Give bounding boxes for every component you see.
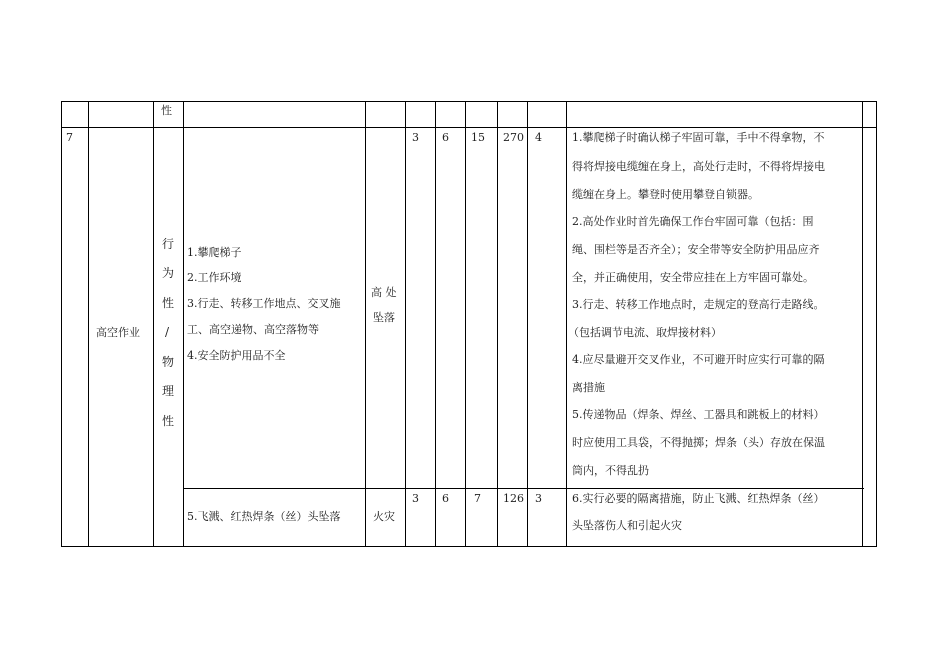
col-rule-0 [61,101,62,547]
measure-line: 4.应尽量避开交叉作业，不可避开时应实行可靠的隔 [572,353,825,366]
category-char: 物 [162,355,175,369]
col-rule-8 [497,101,498,547]
category-char: 性 [162,414,175,428]
measure-line: 全，并正确使用，安全带应挂在上方牢固可靠处。 [572,271,814,284]
table-rule-subrow-separator [183,488,864,489]
col-rule-1 [88,101,89,547]
score-l: 3 [412,131,419,144]
col-rule-3 [183,101,184,547]
col-rule-5 [405,101,406,547]
score-e: 6 [442,131,449,144]
col-rule-9 [527,101,528,547]
top-row-col3: 性 [161,104,172,117]
hazard-item: 3.行走、转移工作地点、交叉施 [187,297,341,310]
category-char: / [165,325,170,339]
score-c: 15 [471,131,485,144]
measure-line: 1.攀爬梯子时确认梯子牢固可靠，手中不得拿物，不 [572,131,825,144]
score-l-b: 3 [412,492,419,505]
hazard-item: 1.攀爬梯子 [187,246,242,259]
col-rule-6 [435,101,436,547]
measure-line: 离措施 [572,381,605,394]
col-rule-11 [862,101,863,547]
measure-line: 2.高处作业时首先确保工作台牢固可靠（包括：围 [572,215,814,228]
consequence-a-line: 高 处 [371,286,397,299]
measure-line: 5.传递物品（焊条、焊丝、工器具和跳板上的材料） [572,408,825,421]
risk-level-b: 3 [535,492,542,505]
col-rule-10 [566,101,567,547]
measure-line: 时应使用工具袋，不得抛掷；焊条（头）存放在保温 [572,436,825,449]
hazard-item: 2.工作环境 [187,271,242,284]
consequence-a-line: 坠落 [373,311,395,324]
consequence-b: 火灾 [373,510,395,523]
category-char: 性 [162,296,175,310]
col-rule-2 [153,101,154,547]
hazard-item: 4.安全防护用品不全 [187,349,286,362]
measure-line: 筒内，不得乱扔 [572,464,649,477]
category-char: 理 [162,384,175,398]
category-char: 为 [162,266,175,280]
risk-level: 4 [535,131,542,144]
measure-line: 得将焊接电缆缠在身上，高处行走时，不得将焊接电 [572,160,825,173]
col-rule-7 [465,101,466,547]
hazard-item: 工、高空递物、高空落物等 [187,323,319,336]
col-rule-12 [876,101,877,547]
score-c-b: 7 [474,492,481,505]
measure-line: 缆缠在身上。攀登时使用攀登自锁器。 [572,188,759,201]
measure-line: （包括调节电流、取焊接材料） [568,326,722,339]
score-d-b: 126 [503,492,524,505]
row-index: 7 [66,131,73,144]
score-e-b: 6 [442,492,449,505]
hazard-b: 5.飞溅、红热焊条（丝）头坠落 [187,510,341,523]
score-d: 270 [503,131,524,144]
measure-line: 头坠落伤人和引起火灾 [572,519,682,532]
col-rule-4 [365,101,366,547]
measure-line: 3.行走、转移工作地点时，走规定的登高行走路线。 [572,298,825,311]
category-char: 行 [162,237,175,251]
activity-label: 高空作业 [96,326,140,339]
measure-line: 6.实行必要的隔离措施，防止飞溅、红热焊条（丝） [572,492,825,505]
measure-line: 绳、围栏等是否齐全）；安全带等安全防护用品应齐 [572,243,820,256]
